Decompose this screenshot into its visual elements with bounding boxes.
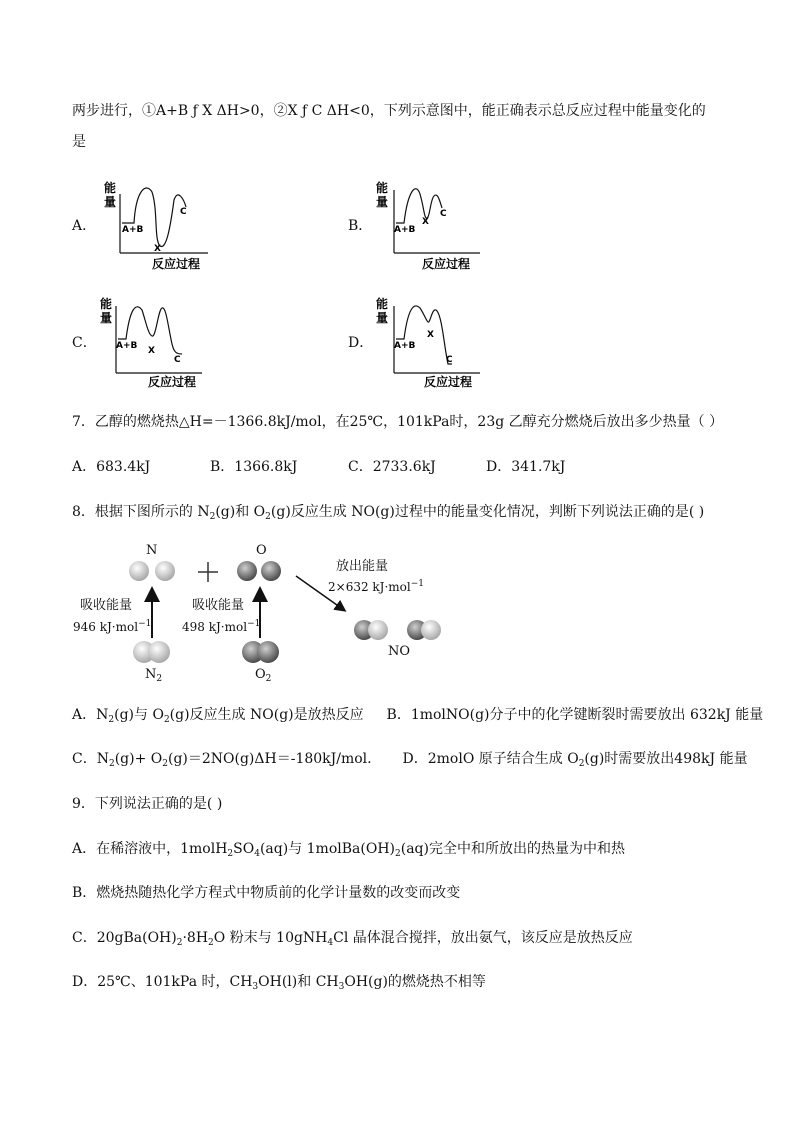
absorb-energy-value-1: 946 kJ·mol$^{-1}$ bbox=[73, 619, 152, 634]
intro-line-2: 是 bbox=[72, 134, 86, 150]
o2-label: $O_2$ bbox=[255, 667, 272, 684]
energy-diagram-b bbox=[372, 180, 492, 272]
q8-options-ab: A．$N_2(g)$与 $O_2(g)$反应生成 NO(g)是放热反应 B．1molNO(g)分子中的化学键断裂时需要放出 632kJ 能量 bbox=[72, 707, 764, 725]
svg-text:C: C bbox=[180, 207, 187, 217]
no-label: NO bbox=[388, 644, 411, 659]
svg-text:能: 能 bbox=[104, 181, 117, 195]
svg-text:量: 量 bbox=[376, 311, 389, 325]
absorb-energy-label-1: 吸收能量 bbox=[80, 598, 133, 613]
release-energy-label: 放出能量 bbox=[336, 559, 389, 574]
q9-option-a: A．在稀溶液中，$1molH_2SO_4(aq)$与 $1molBa(OH)_2(aq)$完全中和所放出的热量为中和热 bbox=[72, 841, 625, 859]
absorb-energy-value-2: 498 kJ·mol$^{-1}$ bbox=[182, 619, 261, 634]
svg-text:X: X bbox=[427, 330, 434, 340]
q7-option-a: A．683.4kJ bbox=[72, 459, 151, 475]
o-atom-label: O bbox=[256, 543, 267, 558]
n-atom-1 bbox=[129, 561, 149, 581]
n-atom-2 bbox=[155, 561, 175, 581]
svg-text:C: C bbox=[174, 355, 181, 365]
svg-text:能: 能 bbox=[376, 181, 389, 195]
intro-line-1: 两步进行，①A+B ƒ X ΔH>0，②X ƒ C ΔH<0，下列示意图中，能正确表示总反应过程中能量变化的 bbox=[72, 103, 706, 119]
q8-stem: 8．根据下图所示的 $N_2(g)$和 $O_2(g)$反应生成 NO(g)过程中的能量变化情况，判断下列说法正确的是( ) bbox=[72, 504, 705, 522]
energy-diagram-d bbox=[372, 296, 492, 388]
svg-text:反应过程: 反应过程 bbox=[148, 375, 197, 388]
q9-stem: 9．下列说法正确的是( ) bbox=[72, 796, 223, 812]
svg-text:C: C bbox=[446, 355, 453, 365]
n2-atom-2 bbox=[148, 641, 170, 663]
q7-stem: 7．乙醇的燃烧热△H=－1366.8kJ/mol，在25℃，101kPa时，23g 乙醇充分燃烧后放出多少热量（ ） bbox=[72, 414, 724, 430]
q7-option-d: D．341.7kJ bbox=[486, 459, 566, 475]
svg-text:X: X bbox=[154, 244, 161, 254]
svg-text:X: X bbox=[148, 346, 155, 356]
svg-text:A+B: A+B bbox=[116, 341, 138, 351]
svg-text:量: 量 bbox=[376, 195, 389, 209]
q9-option-c: C．$20gBa(OH)_2\cdot 8H_2O$ 粉末与 10gNH$_4$Cl 晶体混合搅拌，放出氨气，该反应是放热反应 bbox=[72, 930, 633, 948]
svg-text:能: 能 bbox=[100, 297, 113, 311]
o-atom-2 bbox=[261, 561, 281, 581]
svg-text:反应过程: 反应过程 bbox=[422, 257, 471, 271]
diagram-option-d-letter: D． bbox=[348, 335, 374, 351]
svg-text:反应过程: 反应过程 bbox=[424, 375, 473, 388]
svg-text:量: 量 bbox=[100, 311, 113, 325]
svg-text:量: 量 bbox=[104, 195, 117, 209]
no-2-n-atom bbox=[421, 620, 441, 640]
q9-option-d: D．25℃、101kPa 时，$CH_3OH(l)$和 $CH_3OH(g)$的燃烧热不相等 bbox=[72, 974, 486, 992]
o2-atom-2 bbox=[257, 641, 279, 663]
svg-text:能: 能 bbox=[376, 297, 389, 311]
n2-label: $N_2$ bbox=[145, 667, 163, 684]
q9-option-b: B．燃烧热随热化学方程式中物质前的化学计量数的改变而改变 bbox=[72, 885, 461, 901]
diagram-option-c-letter: C． bbox=[72, 335, 97, 351]
svg-text:C: C bbox=[440, 209, 447, 219]
svg-text:A+B: A+B bbox=[122, 225, 144, 235]
svg-text:A+B: A+B bbox=[394, 341, 416, 351]
energy-diagram-a bbox=[96, 180, 216, 272]
q7-option-c: C．2733.6kJ bbox=[348, 459, 436, 475]
o-atom-1 bbox=[237, 561, 257, 581]
energy-diagram-c bbox=[96, 296, 216, 388]
release-energy-value: 2×632 kJ·mol$^{-1}$ bbox=[328, 579, 425, 594]
svg-text:X: X bbox=[422, 217, 429, 227]
svg-text:A+B: A+B bbox=[394, 225, 416, 235]
q8-options-cd: C．$N_2(g)+ O_2(g)=2NO(g)\Delta H=-180kJ/mol$. D．2molO 原子结合生成 $O_2(g)$时需要放出498kJ 能量 bbox=[72, 751, 748, 769]
n-atom-label: N bbox=[146, 543, 158, 558]
svg-text:反应过程: 反应过程 bbox=[152, 257, 201, 271]
diagram-option-a-letter: A． bbox=[72, 218, 97, 234]
diagram-option-b-letter: B． bbox=[348, 218, 373, 234]
q7-option-b: B．1366.8kJ bbox=[210, 459, 298, 475]
no-1-n-atom bbox=[368, 620, 388, 640]
absorb-energy-label-2: 吸收能量 bbox=[192, 598, 245, 613]
